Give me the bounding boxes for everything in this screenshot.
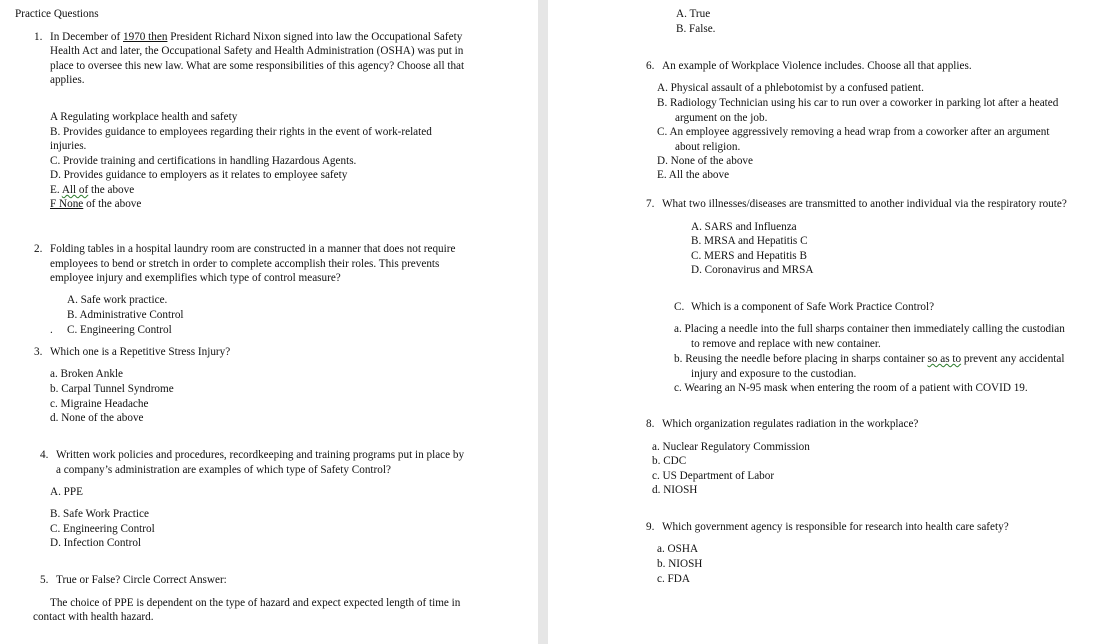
q2-number: 2. <box>34 243 43 255</box>
q7-option-b: B. MRSA and Hepatitis C <box>691 235 808 247</box>
q3-number: 3. <box>34 346 43 358</box>
q1-option-f-post: of the above <box>83 198 142 210</box>
q1-line-2: Health Act and later, the Occupational Safety and Health Administration (OSHA) was put in <box>50 45 464 57</box>
document-page-left <box>0 0 538 644</box>
q4-line-1: Written work policies and procedures, recordkeeping and training programs put in place by <box>56 449 465 461</box>
q5-number: 5. <box>40 574 49 586</box>
qc-option-b-pre: b. Reusing the needle before placing in sharps container <box>674 353 928 365</box>
q1-text-pre: In December of <box>50 31 123 43</box>
q1-option-c: C. Provide training and certifications in handling Hazardous Agents. <box>50 155 357 167</box>
q1-option-b: B. Provides guidance to employees regarding their rights in the event of work-related <box>50 126 432 138</box>
q7-option-a: A. SARS and Influenza <box>691 221 797 233</box>
q3-option-a: a. Broken Ankle <box>50 368 124 380</box>
q3-option-c: c. Migraine Headache <box>50 398 149 410</box>
q1-option-e <box>50 183 134 198</box>
q5-option-false: B. False. <box>676 23 716 35</box>
q2-option-b: B. Administrative Control <box>67 309 184 321</box>
q1-option-f-underlined: F None <box>50 198 84 210</box>
q1-text-post: President Richard Nixon signed into law the Occupational Safety <box>167 31 463 43</box>
q7-number: 7. <box>646 198 655 210</box>
q8-text: Which organization regulates radiation in the workplace? <box>662 418 919 430</box>
qc-option-b-cont: injury and exposure to the custodian. <box>691 368 857 380</box>
q3-text: Which one is a Repetitive Stress Injury? <box>50 346 231 358</box>
q9-option-b: b. NIOSH <box>657 558 703 570</box>
q4-option-d: D. Infection Control <box>50 537 142 549</box>
qc-option-c: c. Wearing an N-95 mask when entering the room of a patient with COVID 19. <box>674 382 1028 394</box>
q8-option-c: c. US Department of Labor <box>652 470 775 482</box>
qc-option-b-grammar-flag: so as to <box>927 353 962 365</box>
q3-option-d: d. None of the above <box>50 412 144 424</box>
qc-number: C. <box>674 301 685 313</box>
q4-option-b: B. Safe Work Practice <box>50 508 149 520</box>
qc-option-a: a. Placing a needle into the full sharps container then immediately calling the custodian <box>674 323 1065 335</box>
q2-stray-dot: . <box>50 324 53 336</box>
q1-number: 1. <box>34 31 43 43</box>
q1-option-e-pre: E. <box>50 184 62 196</box>
q2-line-1: Folding tables in a hospital laundry room are constructed in a manner that does not require <box>50 243 456 255</box>
q6-text: An example of Workplace Violence includes. Choose all that applies. <box>662 60 972 72</box>
q9-option-c: c. FDA <box>657 573 690 585</box>
q6-option-b-cont: argument on the job. <box>675 112 768 124</box>
q1-option-b-cont: injuries. <box>50 140 87 152</box>
q1-option-a: A Regulating workplace health and safety <box>50 111 238 123</box>
q2-line-3: employee injury and exemplifies which type of control measure? <box>50 272 341 284</box>
q4-option-a: A. PPE <box>50 486 83 498</box>
q8-option-b: b. CDC <box>652 455 687 467</box>
q6-option-b: B. Radiology Technician using his car to run over a coworker in parking lot after a heated <box>657 97 1059 109</box>
q2-option-a: A. Safe work practice. <box>67 294 168 306</box>
q8-number: 8. <box>646 418 655 430</box>
q1-line-4: applies. <box>50 74 85 86</box>
q5-statement-line-2: contact with health hazard. <box>33 611 154 623</box>
q2-option-c: C. Engineering Control <box>67 324 172 336</box>
q2-line-2: employees to bend or stretch in order to complete accomplish their roles. This prevents <box>50 258 440 270</box>
q6-number: 6. <box>646 60 655 72</box>
q8-option-d: d. NIOSH <box>652 484 698 496</box>
q9-option-a: a. OSHA <box>657 543 699 555</box>
q1-line-1 <box>50 30 462 45</box>
q7-option-d: D. Coronavirus and MRSA <box>691 264 814 276</box>
q1-option-e-post: the above <box>88 184 135 196</box>
q5-statement-line-1: The choice of PPE is dependent on the type of hazard and expect expected length of time in <box>50 597 461 609</box>
page-heading: Practice Questions <box>15 8 99 20</box>
q1-option-e-grammar-flag: All of <box>61 184 89 196</box>
q6-option-a: A. Physical assault of a phlebotomist by a confused patient. <box>657 82 924 94</box>
q1-option-f <box>50 197 141 212</box>
q7-option-c: C. MERS and Hepatitis B <box>691 250 807 262</box>
qc-option-b-post: prevent any accidental <box>961 353 1065 365</box>
q6-option-e: E. All the above <box>657 169 730 181</box>
q5-text: True or False? Circle Correct Answer: <box>56 574 227 586</box>
q4-line-2: a company’s administration are examples of which type of Safety Control? <box>56 464 391 476</box>
q6-option-d: D. None of the above <box>657 155 753 167</box>
qc-text: Which is a component of Safe Work Practice Control? <box>691 301 935 313</box>
qc-option-b <box>674 352 1065 367</box>
q4-option-c: C. Engineering Control <box>50 523 155 535</box>
document-page-right <box>548 0 1118 644</box>
q7-text: What two illnesses/diseases are transmitted to another individual via the respiratory route? <box>662 198 1067 210</box>
q1-line-3: place to oversee this new law. What are some responsibilities of this agency? Choose all that <box>50 60 465 72</box>
q8-option-a: a. Nuclear Regulatory Commission <box>652 441 810 453</box>
qc-option-a-cont: to remove and replace with new container. <box>691 338 881 350</box>
q9-text: Which government agency is responsible for research into health care safety? <box>662 521 1009 533</box>
q1-option-d: D. Provides guidance to employers as it relates to employee safety <box>50 169 348 181</box>
q4-number: 4. <box>40 449 49 461</box>
q6-option-c: C. An employee aggressively removing a head wrap from a coworker after an argument <box>657 126 1050 138</box>
q5-option-true: A. True <box>676 8 711 20</box>
q3-option-b: b. Carpal Tunnel Syndrome <box>50 383 174 395</box>
q9-number: 9. <box>646 521 655 533</box>
q1-year-link: 1970 then <box>123 31 168 43</box>
q6-option-c-cont: about religion. <box>675 141 741 153</box>
